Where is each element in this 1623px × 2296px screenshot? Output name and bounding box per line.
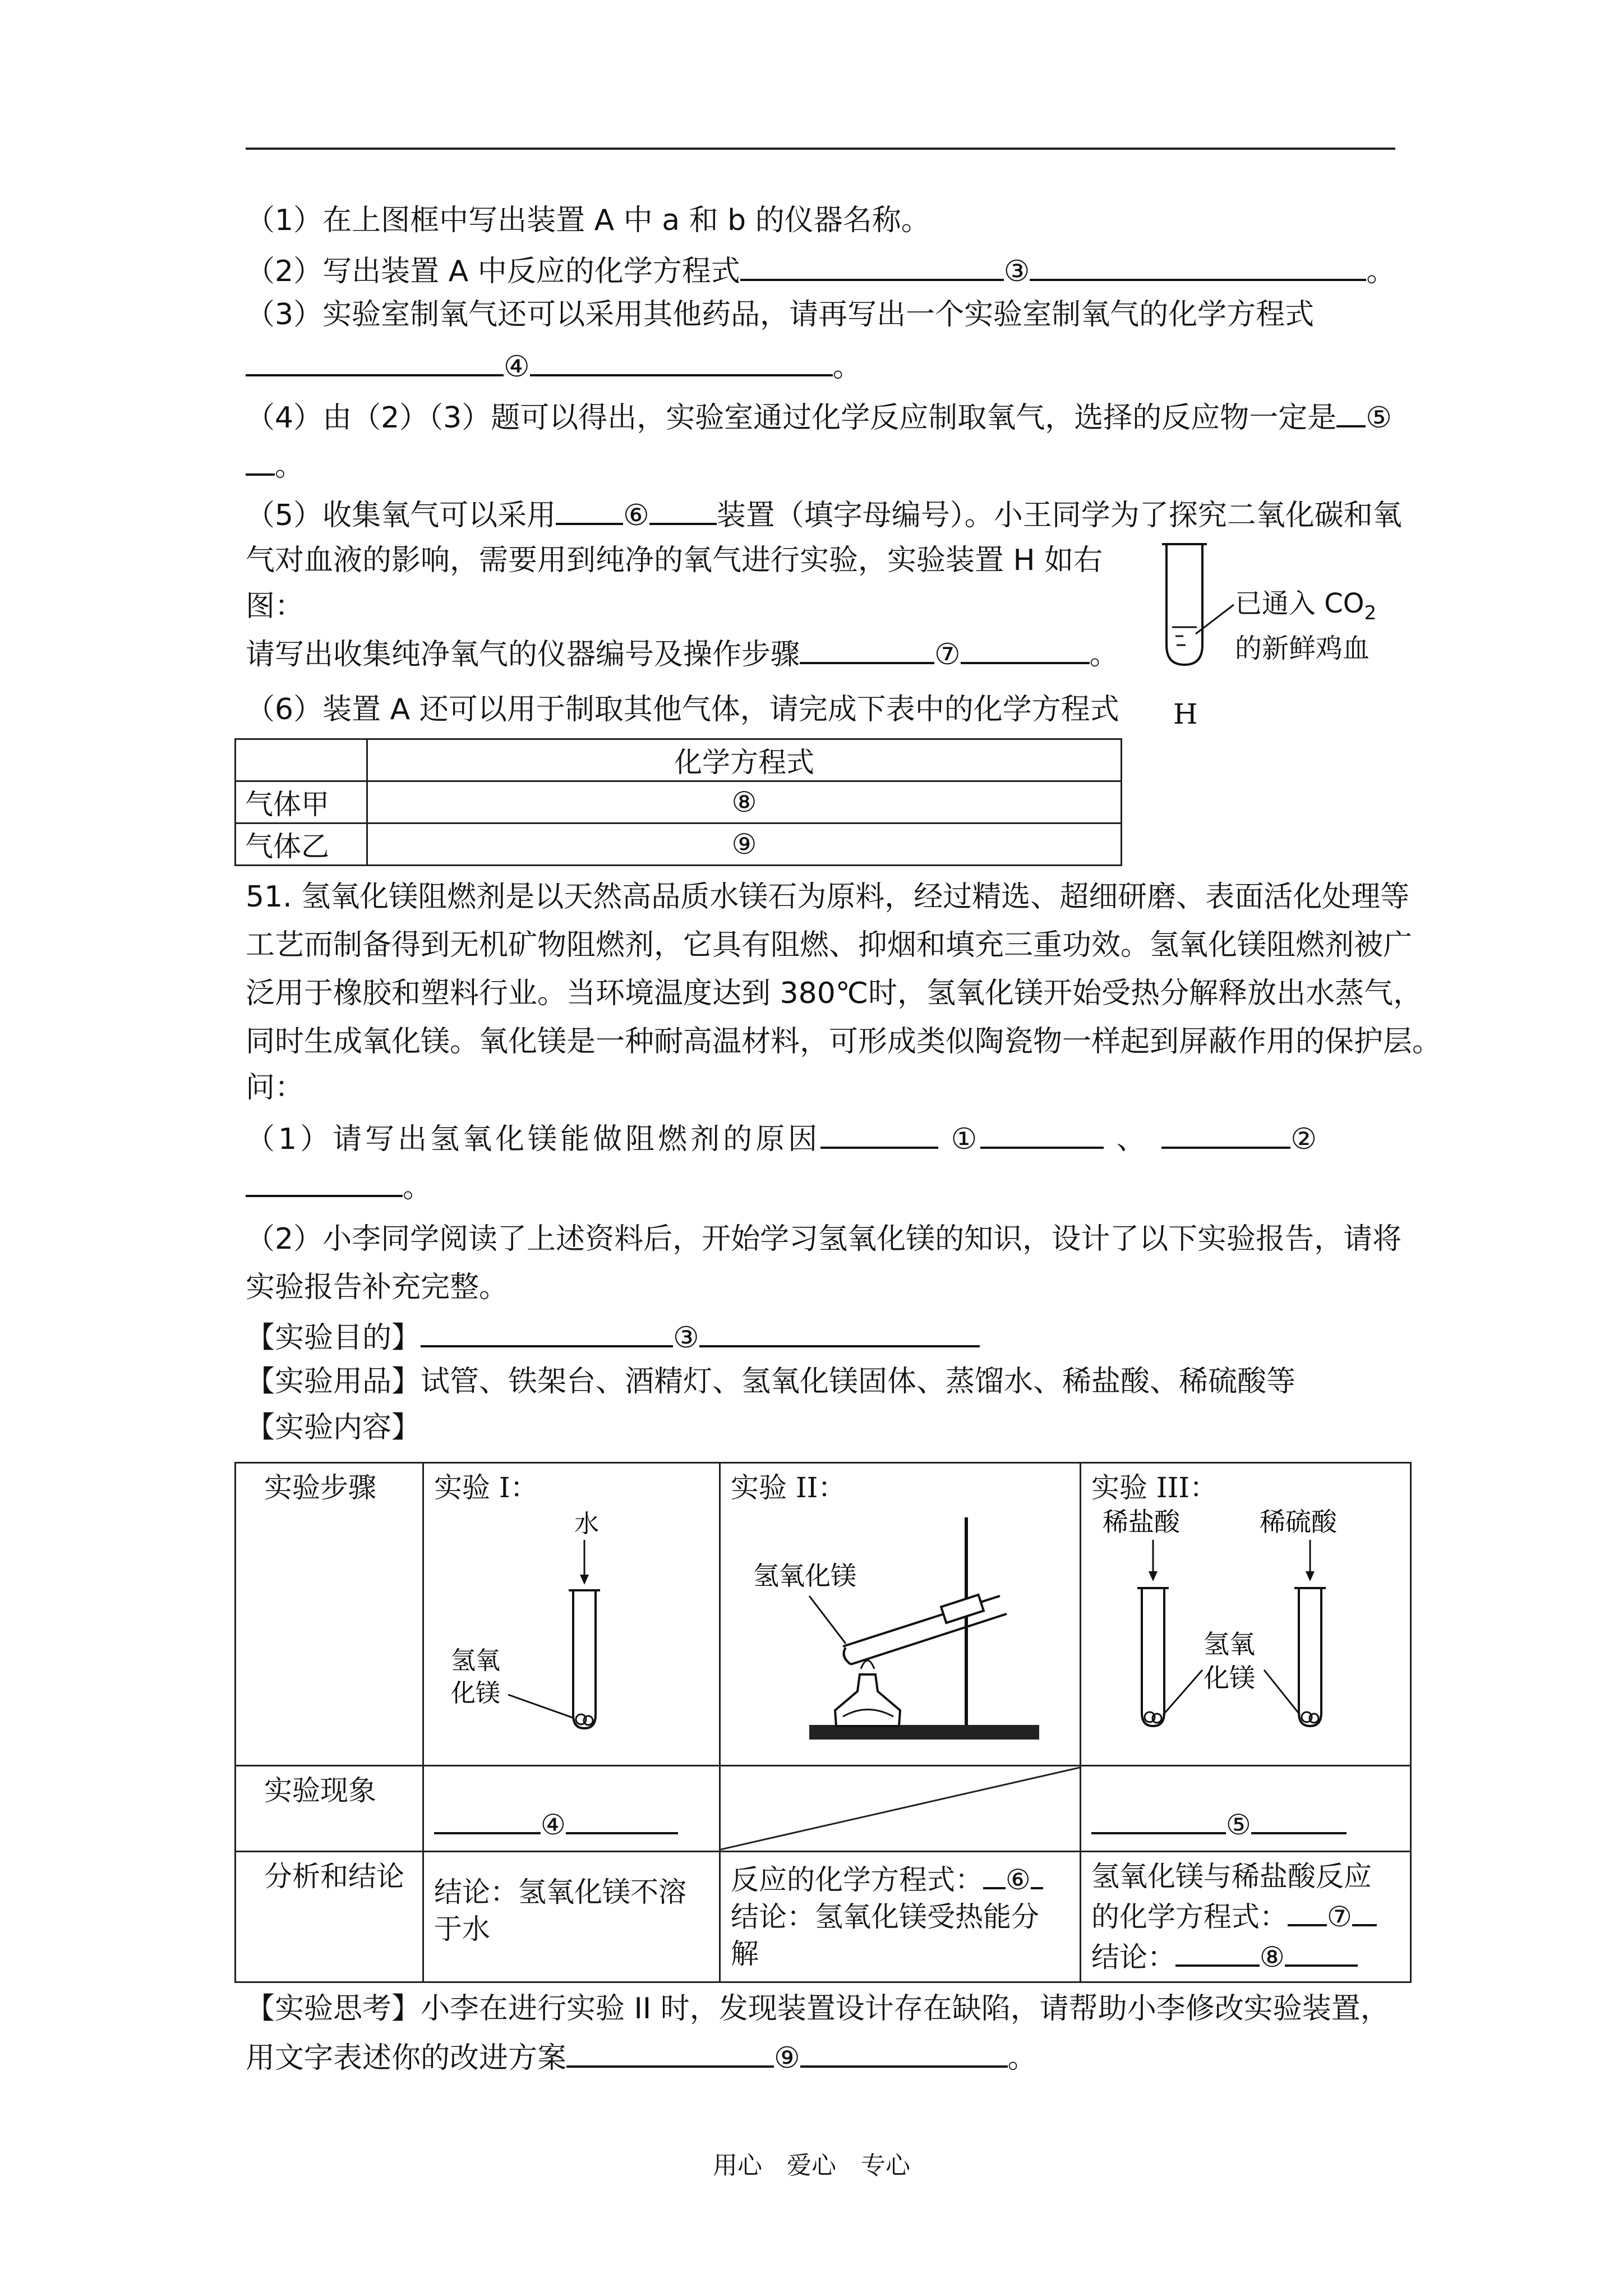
q50-part5 [246, 494, 1402, 534]
mgoh-heat-label: 氢氧化镁 [753, 1561, 856, 1591]
exp3-cell [1081, 1463, 1411, 1766]
q51-para-2: 工艺而制备得到无机矿物阻燃剂，它具有阻燃、抑烟和填充三重功效。氢氧化镁阻燃剂被广 [246, 928, 1413, 962]
conclusion-3-line2 [1091, 1895, 1400, 1935]
q50-part5-line3: 图： [246, 590, 305, 623]
answer-blank[interactable] [1251, 1803, 1347, 1834]
gas-name: 气体乙 [236, 823, 367, 866]
row-label-steps: 实验步骤 [236, 1463, 423, 1766]
mgoh-label-4: 化镁 [1204, 1663, 1255, 1693]
conclusion-2-line2: 结论：氢氧化镁受热能分 [731, 1901, 1039, 1933]
q50-part3-cont: ④ 。 [246, 345, 862, 385]
header-rule [246, 148, 1395, 150]
answer-blank[interactable] [740, 250, 1004, 281]
answer-blank[interactable] [1030, 250, 1366, 281]
q51-part1 [246, 1117, 1320, 1158]
answer-blank[interactable] [566, 1803, 678, 1834]
marker-9b: ⑨ [774, 2041, 800, 2075]
h-label-line1: 已通入 $CO_2$ [1235, 588, 1377, 624]
marker-3: ③ [1003, 255, 1030, 288]
q51-para-5: 问： [246, 1071, 305, 1105]
q50-part2-text: （2）写出装置 A 中反应的化学方程式 [246, 255, 740, 288]
mgoh-label-2: 化镁 [451, 1679, 500, 1708]
conclusion-2-line1 [731, 1858, 1069, 1898]
q51-para-4: 同时生成氧化镁。氧化镁是一种耐高温材料，可形成类似陶瓷物一样起到屏蔽作用的保护层。 [246, 1025, 1442, 1059]
marker-4: ④ [504, 350, 530, 384]
answer-blank[interactable] [566, 2036, 774, 2068]
answer-blank[interactable] [800, 633, 934, 664]
q50-part5-text-b: 装置（填字母编号）。小王同学为了探究二氧化碳和氧 [716, 499, 1402, 532]
answer-blank[interactable] [699, 1316, 980, 1347]
experiment-supplies: 【实验用品】试管、铁架台、酒精灯、氢氧化镁固体、蒸馏水、稀盐酸、稀硫酸等 [246, 1365, 1296, 1398]
conclusion-1 [423, 1852, 720, 1982]
conclusion-1-line2: 于水 [434, 1913, 490, 1945]
answer-blank[interactable] [1336, 396, 1366, 427]
phenomenon-answer-3[interactable] [1081, 1766, 1411, 1852]
marker-4b: ④ [541, 1809, 566, 1841]
exp2-figure [731, 1506, 1067, 1747]
equation-answer-cell[interactable] [367, 781, 1122, 823]
conclusion-1-line1: 结论：氢氧化镁不溶 [434, 1876, 686, 1908]
marker-8: ⑧ [731, 786, 757, 818]
q51-para-1: 51. 氢氧化镁阻燃剂是以天然高品质水镁石为原料，经过精选、超细研磨、表面活化处理等 [246, 880, 1410, 914]
phenomenon-answer-1[interactable] [423, 1766, 720, 1852]
marker-3b: ③ [673, 1321, 699, 1355]
answer-blank[interactable] [1288, 1895, 1327, 1926]
equation-prompt: 反应的化学方程式： [731, 1864, 983, 1896]
marker-2: ② [1290, 1122, 1320, 1156]
diagonal-strike [721, 1766, 1080, 1851]
answer-blank[interactable] [1091, 1803, 1226, 1834]
marker-1: ① [951, 1122, 981, 1156]
q50-part5-line4: 请写出收集纯净氧气的仪器编号及操作步骤 ⑦ 。 [246, 633, 1119, 673]
q50-part4 [246, 396, 1392, 436]
q50-part4-cont: 。 [246, 444, 304, 485]
conclusion-label: 结论： [1091, 1941, 1175, 1973]
marker-9: ⑨ [731, 828, 757, 861]
answer-blank[interactable] [556, 494, 623, 525]
marker-7: ⑦ [934, 638, 961, 671]
q50-part3: （3）实验室制氧气还可以采用其他药品，请再写出一个实验室制氧气的化学方程式 [246, 298, 1315, 332]
gas-table-header: 化学方程式 [367, 739, 1122, 781]
q51-para-3: 泛用于橡胶和塑料行业。当环境温度达到 380℃时，氢氧化镁开始受热分解释放出水蒸气， [246, 977, 1423, 1010]
gas-table-corner [236, 739, 367, 781]
answer-blank[interactable] [961, 633, 1090, 664]
q50-part4-text: （4）由（2）（3）题可以得出，实验室通过化学反应制取氧气，选择的反应物一定是 [246, 401, 1337, 435]
marker-8b: ⑧ [1260, 1941, 1285, 1973]
exp3-figure [1091, 1506, 1400, 1747]
answer-blank[interactable] [800, 2036, 1008, 2068]
gas-name: 气体甲 [236, 781, 367, 823]
q50-part2: （2）写出装置 A 中反应的化学方程式 ③ 。 [246, 250, 1395, 290]
q51-part2-line2: 实验报告补充完整。 [246, 1271, 509, 1304]
experiment-thinking-line2: 用文字表述你的改进方案 ⑨ 。 [246, 2036, 1037, 2077]
marker-6b: ⑥ [1006, 1864, 1031, 1896]
answer-blank[interactable] [1031, 1858, 1043, 1889]
exp2-title: 实验 II： [731, 1471, 846, 1504]
conclusion-3-line1: 氢氧化镁与稀盐酸反应 [1091, 1860, 1372, 1893]
answer-blank[interactable] [434, 1803, 541, 1834]
conclusion-3-line3 [1091, 1935, 1400, 1976]
answer-blank[interactable] [246, 345, 504, 376]
answer-blank[interactable] [649, 494, 717, 525]
marker-5: ⑤ [1366, 401, 1392, 435]
answer-blank[interactable] [1161, 1117, 1290, 1149]
answer-blank[interactable] [1352, 1895, 1377, 1926]
h-letter: H [1173, 698, 1198, 730]
answer-blank[interactable] [421, 1316, 673, 1347]
answer-blank[interactable] [1285, 1935, 1358, 1967]
q50-part6: （6）装置 A 还可以用于制取其他气体，请完成下表中的化学方程式 [246, 693, 1119, 726]
row-label-conclusion: 分析和结论 [236, 1852, 423, 1982]
phenomenon-empty-cell [720, 1766, 1081, 1852]
answer-blank[interactable] [530, 345, 833, 376]
water-label: 水 [574, 1510, 599, 1538]
q50-part5-text: （5）收集氧气可以采用 [246, 499, 556, 532]
row-label-phenomenon: 实验现象 [236, 1766, 423, 1852]
h2so4-label: 稀硫酸 [1260, 1507, 1337, 1537]
exp3-title: 实验 III： [1091, 1471, 1218, 1504]
q50-part1: （1）在上图框中写出装置 A 中 a 和 b 的仪器名称。 [246, 204, 930, 237]
q51-part1-cont: 。 [246, 1166, 432, 1206]
q51-part2-line1: （2）小李同学阅读了上述资料后，开始学习氢氧化镁的知识，设计了以下实验报告，请将 [246, 1222, 1402, 1256]
marker-6: ⑥ [623, 499, 649, 532]
experiment-thinking-line1: 【实验思考】小李在进行实验 II 时，发现装置设计存在缺陷，请帮助小李修改实验装置， [246, 1992, 1390, 2026]
exp1-title: 实验 I： [434, 1471, 538, 1504]
equation-prompt-3: 的化学方程式： [1091, 1901, 1288, 1933]
mgoh-label-3: 氢氧 [1204, 1629, 1255, 1659]
exp1-figure [434, 1506, 709, 1747]
conclusion-3 [1081, 1852, 1411, 1982]
q50-part5-steps: 请写出收集纯净氧气的仪器编号及操作步骤 [246, 638, 800, 671]
h-label-line2: 的新鲜鸡血 [1235, 633, 1370, 664]
exp2-cell [720, 1463, 1081, 1766]
experiment-content: 【实验内容】 [246, 1411, 421, 1444]
gas-equation-table [234, 738, 1122, 866]
answer-blank[interactable] [1175, 1935, 1260, 1967]
answer-blank[interactable] [246, 1166, 403, 1197]
page-footer: 用心 爱心 专心 [713, 2151, 910, 2180]
mgoh-label-1: 氢氧 [451, 1646, 500, 1675]
apparatus-h-figure [1144, 533, 1458, 740]
answer-blank[interactable] [246, 444, 275, 476]
marker-7b: ⑦ [1327, 1901, 1352, 1933]
hcl-label: 稀盐酸 [1103, 1507, 1180, 1537]
separator: 、 [1116, 1122, 1149, 1156]
answer-blank[interactable] [983, 1858, 1006, 1889]
marker-5b: ⑤ [1226, 1809, 1251, 1841]
thinking-prompt: 用文字表述你的改进方案 [246, 2041, 567, 2075]
q50-part5-line2: 气对血液的影响，需要用到纯净的氧气进行实验，实验装置 H 如右 [246, 544, 1103, 577]
equation-answer-cell[interactable] [367, 823, 1122, 866]
aim-label: 【实验目的】 [246, 1321, 421, 1355]
conclusion-2 [720, 1852, 1081, 1982]
exp1-cell [423, 1463, 720, 1766]
q51-part1-text: （1）请写出氢氧化镁能做阻燃剂的原因 [246, 1122, 821, 1156]
experiment-report-table [234, 1462, 1412, 1983]
answer-blank[interactable] [820, 1117, 938, 1149]
experiment-aim [246, 1316, 980, 1356]
answer-blank[interactable] [980, 1117, 1104, 1149]
conclusion-2-line3: 解 [731, 1938, 759, 1970]
